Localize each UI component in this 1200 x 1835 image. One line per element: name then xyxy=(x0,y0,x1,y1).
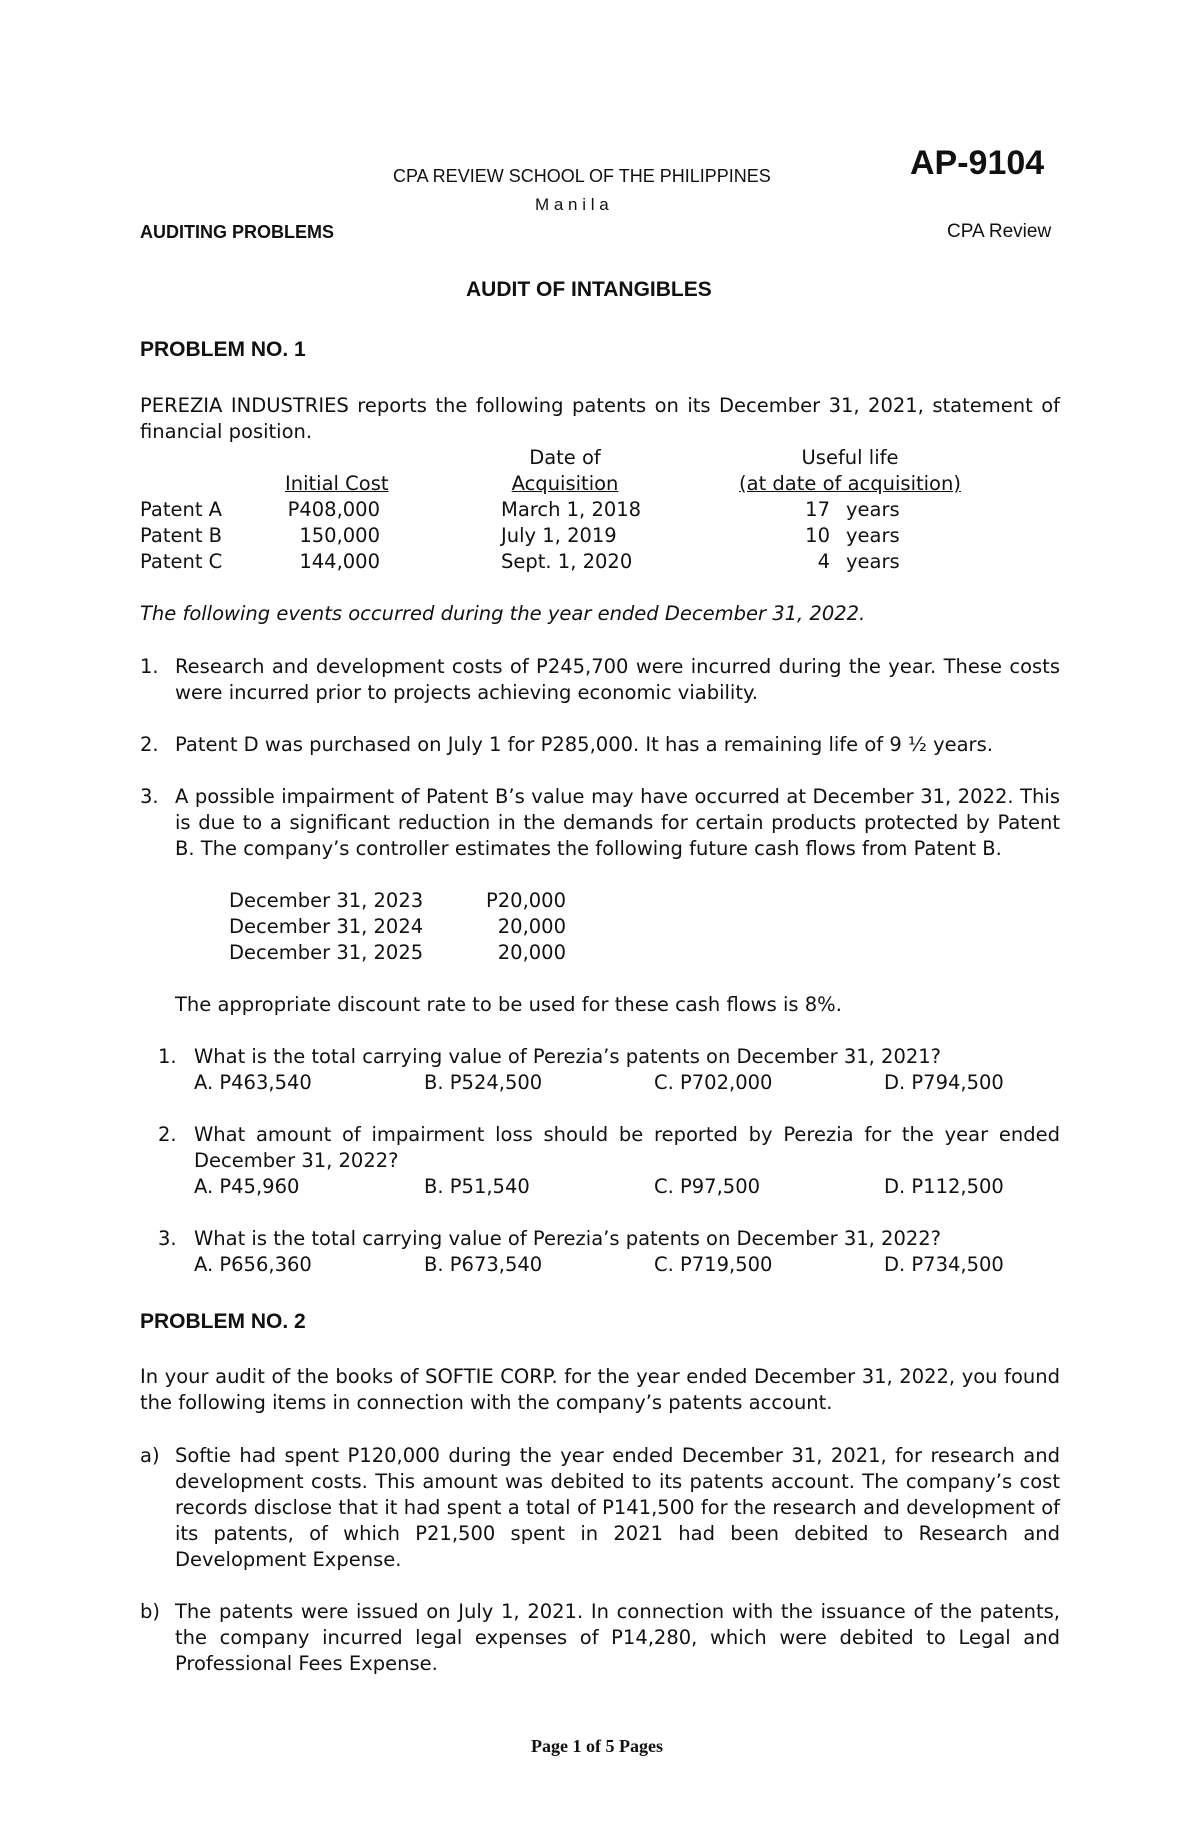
item-label: a) xyxy=(140,1444,160,1467)
course-label: CPA Review xyxy=(947,221,1052,242)
patent-name: Patent C xyxy=(140,550,223,573)
item-text: Softie had spent P120,000 during the year ended December 31, 2021, for research and development costs. This amount was debited to its patents account. The company’s cost records disclose that it had spent a total of P141,500 for the research and development of its patents, of which P21,500 spent in 2021 had been debited to Research and Development Expense. xyxy=(175,1444,1060,1571)
cost-header: Initial Cost xyxy=(285,472,389,495)
patent-life-unit: years xyxy=(846,524,900,547)
discount-rate-note: The appropriate discount rate to be used for these cash flows is 8%. xyxy=(175,993,842,1016)
question-number: 1. xyxy=(158,1045,177,1068)
problem-2-heading: PROBLEM NO. 2 xyxy=(140,1310,306,1333)
question-number: 3. xyxy=(158,1227,177,1250)
patent-life-unit: years xyxy=(846,498,900,521)
cash-flow-date: December 31, 2024 xyxy=(229,915,424,938)
cash-flow-amount: 20,000 xyxy=(497,915,566,938)
cash-flow-amount: 20,000 xyxy=(497,941,566,964)
patent-life: 4 xyxy=(817,550,830,573)
document-code: AP-9104 xyxy=(910,144,1045,182)
patent-cost: 150,000 xyxy=(299,524,380,547)
question-text: What is the total carrying value of Perezia’s patents on December 31, 2021? xyxy=(194,1045,942,1068)
choice-d: D. P112,500 xyxy=(884,1175,1004,1198)
cash-flow-date: December 31, 2023 xyxy=(229,889,424,912)
cash-flow-date: December 31, 2025 xyxy=(229,941,424,964)
cash-flow-amount: P20,000 xyxy=(486,889,566,912)
question-number: 2. xyxy=(158,1123,177,1146)
patent-cost: P408,000 xyxy=(287,498,380,521)
item-label: b) xyxy=(140,1600,160,1623)
choice-b: B. P51,540 xyxy=(424,1175,530,1198)
patent-date: Sept. 1, 2020 xyxy=(501,550,633,573)
problem-1-heading: PROBLEM NO. 1 xyxy=(140,338,306,361)
events-intro: The following events occurred during the year ended December 31, 2022. xyxy=(140,602,866,625)
patent-date: March 1, 2018 xyxy=(501,498,642,521)
event-text: A possible impairment of Patent B’s value may have occurred at December 31, 2022. This is due to a significant reduction in the demands for certain products protected by Patent B. The company’s controller estimates the following future cash flows from Patent B. xyxy=(175,785,1060,860)
event-number: 1. xyxy=(140,655,159,678)
choice-d: D. P734,500 xyxy=(884,1253,1004,1276)
patent-life-unit: years xyxy=(846,550,900,573)
life-header-line2: (at date of acquisition) xyxy=(739,472,961,495)
choice-b: B. P673,540 xyxy=(424,1253,543,1276)
event-number: 3. xyxy=(140,785,159,808)
item-text: The patents were issued on July 1, 2021. In connection with the issuance of the patents, the company incurred legal expenses of P14,280, which were debited to Legal and Professional Fees Expense. xyxy=(175,1600,1060,1675)
date-header-line2: Acquisition xyxy=(511,472,619,495)
date-header-line1: Date of xyxy=(529,446,601,469)
page-footer: Page 1 of 5 Pages xyxy=(531,1736,663,1756)
choice-a: A. P45,960 xyxy=(194,1175,300,1198)
choice-d: D. P794,500 xyxy=(884,1071,1004,1094)
patent-cost: 144,000 xyxy=(299,550,380,573)
choice-b: B. P524,500 xyxy=(424,1071,543,1094)
choice-c: C. P97,500 xyxy=(654,1175,761,1198)
event-number: 2. xyxy=(140,733,159,756)
school-city: M a n i l a xyxy=(535,195,609,214)
question-text: What is the total carrying value of Perezia’s patents on December 31, 2022? xyxy=(194,1227,942,1250)
patent-life: 17 xyxy=(805,498,830,521)
patent-name: Patent B xyxy=(140,524,223,547)
choice-a: A. P463,540 xyxy=(194,1071,312,1094)
patent-name: Patent A xyxy=(140,498,223,521)
life-header-line1: Useful life xyxy=(801,446,899,469)
question-text: What amount of impairment loss should be reported by Perezia for the year ended December 31, 2022? xyxy=(194,1123,1060,1172)
choice-c: C. P719,500 xyxy=(654,1253,773,1276)
choice-a: A. P656,360 xyxy=(194,1253,312,1276)
problem-2-intro: In your audit of the books of SOFTIE CORP. for the year ended December 31, 2022, you found the following items in connection with the company’s patents account. xyxy=(140,1365,1060,1414)
choice-c: C. P702,000 xyxy=(654,1071,773,1094)
school-name: CPA REVIEW SCHOOL OF THE PHILIPPINES xyxy=(393,166,771,186)
event-text: Research and development costs of P245,700 were incurred during the year. These costs were incurred prior to projects achieving economic viability. xyxy=(175,655,1060,704)
event-text: Patent D was purchased on July 1 for P285,000. It has a remaining life of 9 ½ years. xyxy=(175,733,993,756)
problem-1-intro: PEREZIA INDUSTRIES reports the following patents on its December 31, 2021, statement of financial position. xyxy=(140,394,1060,443)
subject-label: AUDITING PROBLEMS xyxy=(140,222,335,242)
patent-date: July 1, 2019 xyxy=(501,524,617,547)
patent-life: 10 xyxy=(805,524,830,547)
page-title: AUDIT OF INTANGIBLES xyxy=(466,278,712,301)
